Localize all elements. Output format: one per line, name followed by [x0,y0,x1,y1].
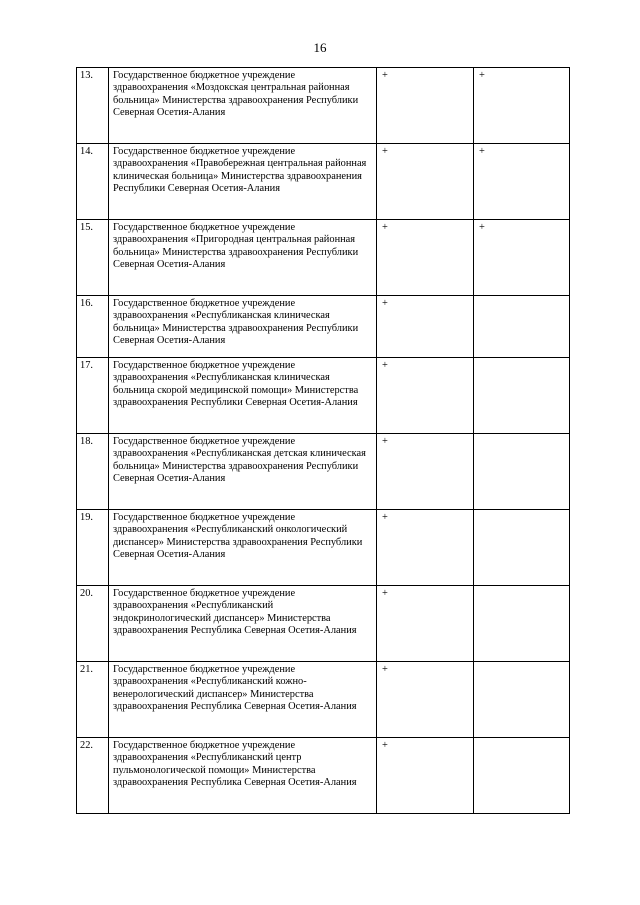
mark-column-2: + [474,144,570,220]
table-row [77,358,570,434]
mark-column-1: + [377,220,474,296]
row-number: 18. [77,434,109,510]
table-row [77,510,570,586]
row-number: 16. [77,296,109,358]
table-row [77,434,570,510]
mark-column-2 [474,738,570,814]
table-row [77,144,570,220]
row-number: 21. [77,662,109,738]
mark-column-2 [474,296,570,358]
mark-column-1: + [377,738,474,814]
table-row [77,68,570,144]
mark-column-2: + [474,220,570,296]
mark-column-1: + [377,510,474,586]
row-number: 13. [77,68,109,144]
row-number: 14. [77,144,109,220]
mark-column-1: + [377,296,474,358]
mark-column-2 [474,358,570,434]
row-number: 22. [77,738,109,814]
institution-name: Государственное бюджетное учреждение здравоохранения «Республиканский эндокринологический диспансер» Министерства здравоохранения Республика Северная Осетия-Алания [109,586,377,662]
mark-column-2 [474,662,570,738]
table-row [77,738,570,814]
mark-column-1: + [377,144,474,220]
mark-column-1: + [377,434,474,510]
institution-name: Государственное бюджетное учреждение здравоохранения «Моздокская центральная районная больница» Министерства здравоохранения Республики Северная Осетия-Алания [109,68,377,144]
table-row [77,586,570,662]
mark-column-1: + [377,662,474,738]
table-row [77,662,570,738]
institution-name: Государственное бюджетное учреждение здравоохранения «Республиканский центр пульмонологической помощи» Министерства здравоохранения Республика Северная Осетия-Алания [109,738,377,814]
institution-name: Государственное бюджетное учреждение здравоохранения «Пригородная центральная районная больница» Министерства здравоохранения Республики Северная Осетия-Алания [109,220,377,296]
mark-column-1: + [377,586,474,662]
institution-name: Государственное бюджетное учреждение здравоохранения «Республиканская клиническая больница скорой медицинской помощи» Министерства здравоохранения Республики Северная Осетия-Алания [109,358,377,434]
row-number: 17. [77,358,109,434]
institution-name: Государственное бюджетное учреждение здравоохранения «Правобережная центральная районная клиническая больница» Министерства здравоохранения Республики Северная Осетия-Алания [109,144,377,220]
mark-column-1: + [377,358,474,434]
institution-name: Государственное бюджетное учреждение здравоохранения «Республиканский онкологический диспансер» Министерства здравоохранения Республики Северная Осетия-Алания [109,510,377,586]
row-number: 15. [77,220,109,296]
mark-column-2 [474,434,570,510]
table-row [77,220,570,296]
institution-name: Государственное бюджетное учреждение здравоохранения «Республиканская детская клиническая больница» Министерства здравоохранения Республики Северная Осетия-Алания [109,434,377,510]
page-number: 16 [313,40,327,55]
mark-column-2 [474,586,570,662]
row-number: 19. [77,510,109,586]
institution-name: Государственное бюджетное учреждение здравоохранения «Республиканский кожно-венерологический диспансер» Министерства здравоохранения Республика Северная Осетия-Алания [109,662,377,738]
row-number: 20. [77,586,109,662]
institutions-table [76,67,570,814]
mark-column-1: + [377,68,474,144]
mark-column-2 [474,510,570,586]
table-row [77,296,570,358]
mark-column-2: + [474,68,570,144]
institution-name: Государственное бюджетное учреждение здравоохранения «Республиканская клиническая больница» Министерства здравоохранения Республики Северная Осетия-Алания [109,296,377,358]
